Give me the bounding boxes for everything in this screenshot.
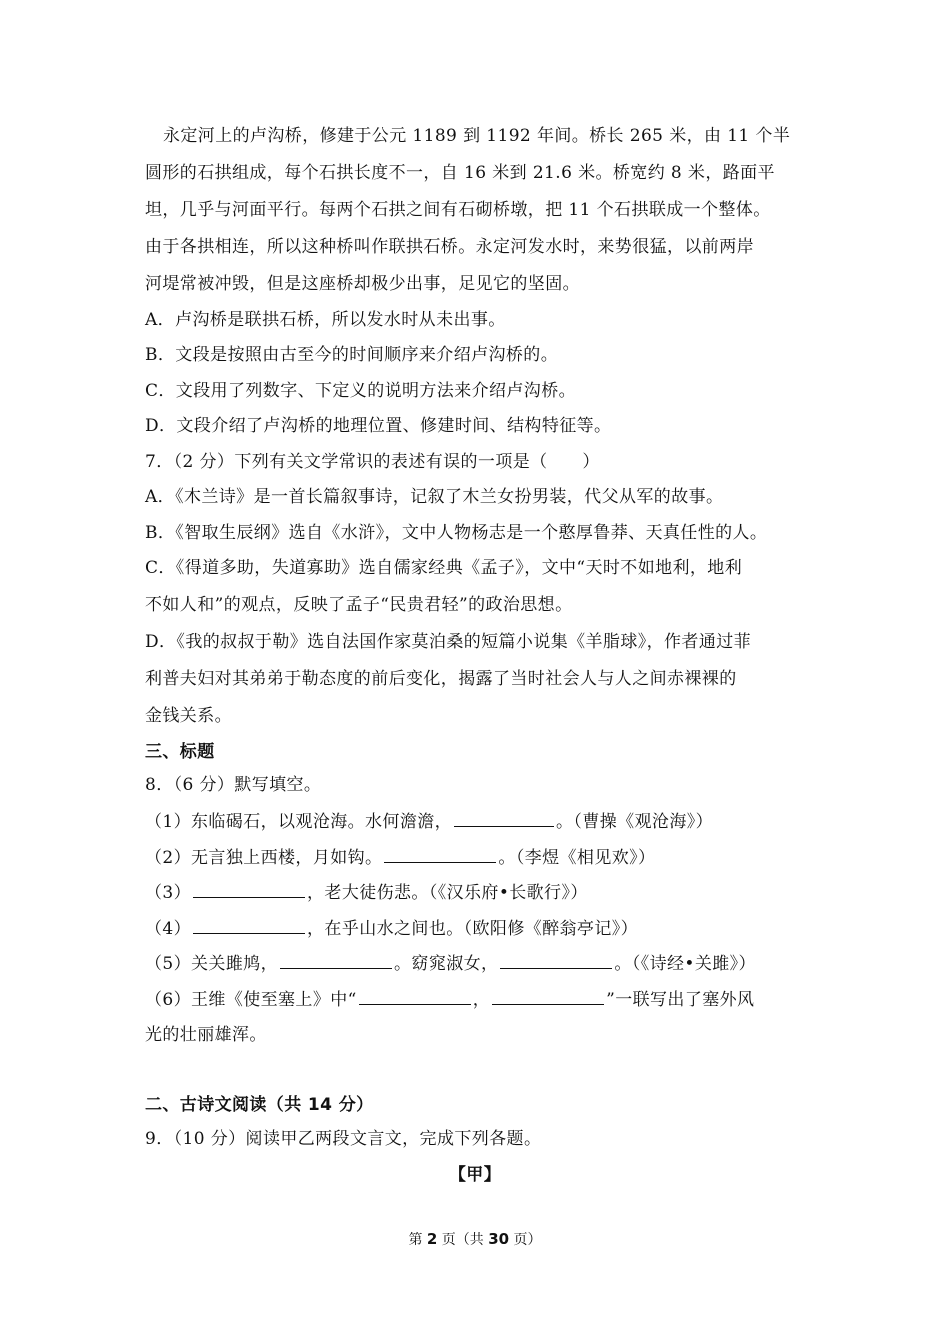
q8-item-2-source: 。（李煜《相见欢》） — [498, 848, 656, 868]
section-heading-3: 三、标题 — [145, 742, 215, 762]
answer-blank[interactable] — [359, 987, 471, 1005]
answer-blank[interactable] — [280, 951, 392, 969]
q8-item-4-number: （4） — [145, 919, 192, 939]
q8-item-5-mid: 。窈窕淑女， — [394, 954, 499, 974]
q7-option-d-line-3: 金钱关系。 — [145, 706, 232, 726]
passage-heading-jia: 【甲】 — [448, 1165, 502, 1185]
answer-blank[interactable] — [193, 916, 305, 934]
q8-item-4 — [145, 916, 825, 940]
q7-option-d-line-2: 利普夫妇对其弟弟于勒态度的前后变化，揭露了当时社会人与人之间赤裸裸的 — [145, 669, 737, 689]
passage-line-3: 坦，几乎与河面平行。每两个石拱之间有石砌桥墩，把 11 个石拱联成一个整体。 — [145, 200, 771, 220]
answer-blank[interactable] — [454, 809, 554, 827]
q8-item-3 — [145, 880, 825, 904]
q8-stem: 8．（6 分）默写填空。 — [145, 775, 322, 795]
q7-option-c-line-2: 不如人和”的观点，反映了孟子“民贵君轻”的政治思想。 — [145, 595, 573, 615]
passage-line-2: 圆形的石拱组成，每个石拱长度不一，自 16 米到 21.6 米。桥宽约 8 米，路面平 — [145, 163, 775, 183]
q8-item-6 — [145, 987, 825, 1011]
q8-item-6-tail: ”一联写出了塞外风 — [606, 990, 755, 1010]
q8-item-1-text: （1）东临碣石，以观沧海。水何澹澹， — [145, 812, 453, 832]
q8-item-2-text: （2）无言独上西楼，月如钩。 — [145, 848, 383, 868]
passage-line-5: 河堤常被冲毁，但是这座桥却极少出事，足见它的坚固。 — [145, 274, 580, 294]
answer-blank[interactable] — [500, 951, 612, 969]
footer-prefix: 第 — [408, 1232, 427, 1248]
q6-option-b: B．文段是按照由古至今的时间顺序来介绍卢沟桥的。 — [145, 345, 559, 365]
q6-option-c: C．文段用了列数字、下定义的说明方法来介绍卢沟桥。 — [145, 381, 577, 401]
page-number: 2 — [426, 1230, 438, 1248]
q8-item-3-text: ，老大徒伤悲。（《汉乐府•长歌行》） — [307, 883, 588, 903]
q8-item-5-text: （5）关关雎鸠， — [145, 954, 279, 974]
q7-stem: 7．（2 分）下列有关文学常识的表述有误的一项是（ ） — [145, 452, 600, 472]
q8-item-1-source: 。（曹操《观沧海》） — [556, 812, 714, 832]
q7-option-c-line-1: C．《得道多助，失道寡助》选自儒家经典《孟子》，文中“天时不如地利，地利 — [145, 558, 743, 578]
section-heading-2: 二、古诗文阅读（共 14 分） — [145, 1095, 374, 1115]
answer-blank[interactable] — [492, 987, 604, 1005]
q7-option-b: B．《智取生辰纲》选自《水浒》，文中人物杨志是一个憨厚鲁莽、天真任性的人。 — [145, 523, 768, 543]
footer-middle: 页（共 — [437, 1232, 489, 1248]
q6-option-a: A．卢沟桥是联拱石桥，所以发水时从未出事。 — [145, 310, 506, 330]
q9-stem: 9．（10 分）阅读甲乙两段文言文，完成下列各题。 — [145, 1129, 542, 1149]
q8-item-5-source: 。（《诗经•关雎》） — [614, 954, 756, 974]
q7-option-d-line-1: D．《我的叔叔于勒》选自法国作家莫泊桑的短篇小说集《羊脂球》，作者通过菲 — [145, 632, 752, 652]
q8-item-6-text: （6）王维《使至塞上》中“ — [145, 990, 357, 1010]
q8-item-6-line-2: 光的壮丽雄浑。 — [145, 1025, 267, 1045]
page-footer — [0, 1229, 950, 1250]
passage-line-1: 永定河上的卢沟桥，修建于公元 1189 到 1192 年间。桥长 265 米，由 11 个半 — [163, 126, 791, 146]
q6-option-d: D．文段介绍了卢沟桥的地理位置、修建时间、结构特征等。 — [145, 416, 612, 436]
q8-item-4-text: ，在乎山水之间也。（欧阳修《醉翁亭记》） — [307, 919, 639, 939]
answer-blank[interactable] — [384, 845, 496, 863]
q8-item-1 — [145, 809, 825, 833]
footer-suffix: 页） — [509, 1232, 542, 1248]
passage-line-4: 由于各拱相连，所以这种桥叫作联拱石桥。永定河发水时，来势很猛，以前两岸 — [145, 237, 754, 257]
q8-item-3-number: （3） — [145, 883, 192, 903]
q7-option-a: A．《木兰诗》是一首长篇叙事诗，记叙了木兰女扮男装，代父从军的故事。 — [145, 487, 724, 507]
q8-item-2 — [145, 845, 825, 869]
q8-item-6-comma: ， — [472, 990, 491, 1010]
answer-blank[interactable] — [193, 880, 305, 898]
q8-item-5 — [145, 951, 825, 975]
total-pages: 30 — [488, 1230, 510, 1248]
